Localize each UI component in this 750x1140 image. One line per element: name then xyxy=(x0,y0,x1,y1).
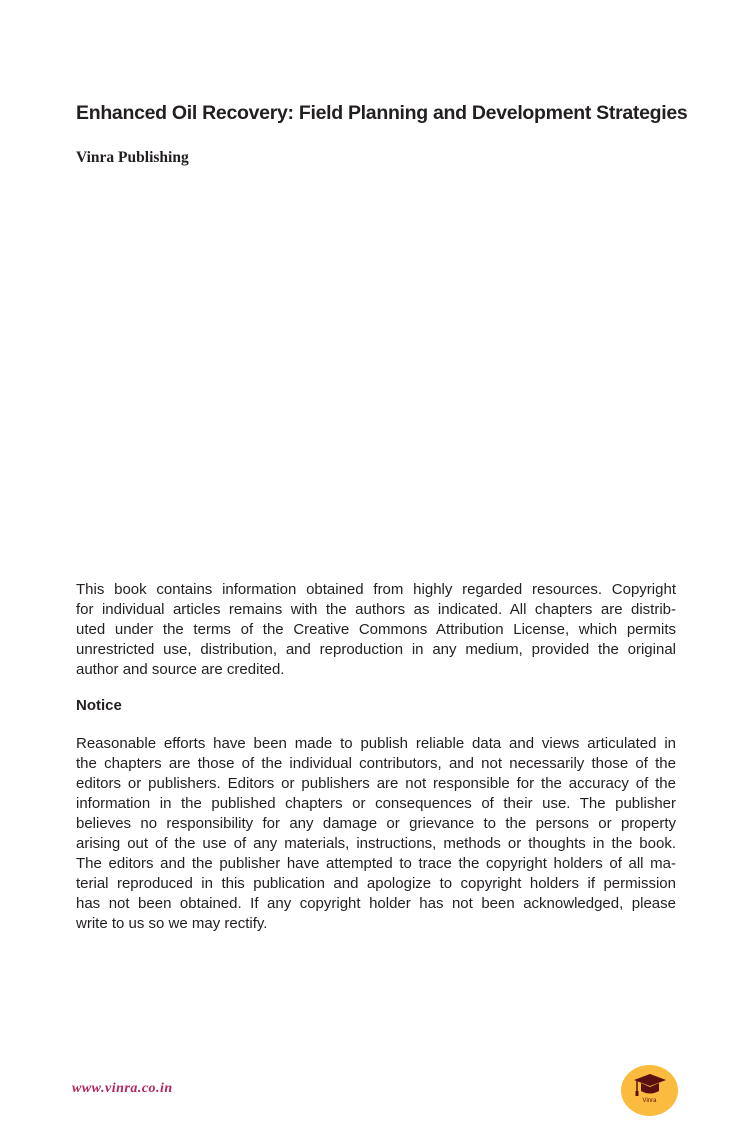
copyright-paragraph xyxy=(76,580,676,680)
text-line: information in the published chapters or consequences of their use. The publisher xyxy=(76,795,676,812)
text-line: uted under the terms of the Creative Commons Attribution License, which permits xyxy=(76,621,676,638)
text-line: author and source are credited. xyxy=(76,661,285,678)
publisher-logo xyxy=(621,1065,678,1116)
text-line: Reasonable efforts have been made to publish reliable data and views articulated in xyxy=(76,735,676,752)
publisher-name: Vinra Publishing xyxy=(76,149,189,166)
logo-text: Vinra xyxy=(642,1098,657,1104)
text-line: editors or publishers. Editors or publishers are not responsible for the accuracy of the xyxy=(76,775,676,792)
text-line: believes no responsibility for any damage or grievance to the persons or property xyxy=(76,815,676,832)
publisher-url[interactable]: www.vinra.co.in xyxy=(72,1081,173,1096)
text-line: The editors and the publisher have attempted to trace the copyright holders of all ma- xyxy=(76,855,676,872)
text-line: has not been obtained. If any copyright holder has not been acknowledged, please xyxy=(76,895,676,912)
graduation-cap-icon xyxy=(632,1072,667,1098)
text-line: write to us so we may rectify. xyxy=(76,915,268,932)
text-line: for individual articles remains with the authors as indicated. All chapters are distrib- xyxy=(76,601,676,618)
notice-heading: Notice xyxy=(76,697,122,714)
text-line: terial reproduced in this publication and apologize to copyright holders if permission xyxy=(76,875,676,892)
text-line: unrestricted use, distribution, and reproduction in any medium, provided the original xyxy=(76,641,676,658)
text-line: the chapters are those of the individual contributors, and not necessarily those of the xyxy=(76,755,676,772)
notice-paragraph xyxy=(76,734,676,934)
text-line: This book contains information obtained from highly regarded resources. Copyright xyxy=(76,581,676,598)
book-title: Enhanced Oil Recovery: Field Planning and Development Strategies xyxy=(76,102,688,124)
text-line: arising out of the use of any materials, instructions, methods or thoughts in the book. xyxy=(76,835,676,852)
